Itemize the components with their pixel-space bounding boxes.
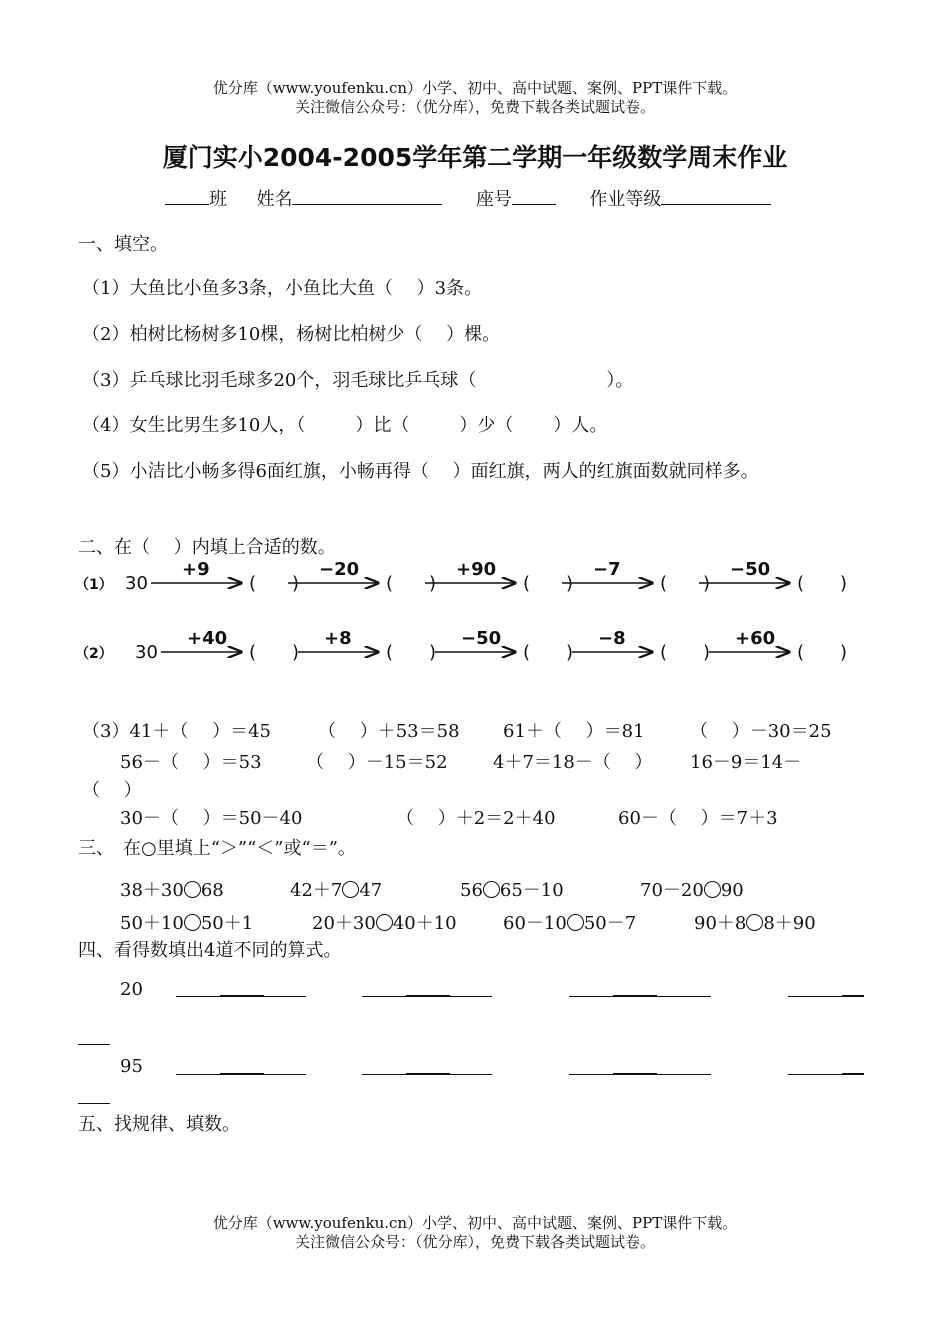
cmp-1-1: 38＋30 68 <box>120 880 224 901</box>
chain-operator: −50 <box>461 628 502 649</box>
compare-circle[interactable] <box>342 881 359 898</box>
eq-1-3: 61＋（ ）＝81 <box>503 721 645 742</box>
eq-2-2: （ ）－15＝52 <box>306 752 448 773</box>
answer-paren[interactable]: ( ) <box>386 573 437 594</box>
compare-circle[interactable] <box>376 914 393 931</box>
chain-operator: −50 <box>730 559 771 580</box>
answer-line-mark <box>220 995 264 997</box>
answer-line-mark <box>613 1073 657 1075</box>
eq-2-4: 16－9＝14－ <box>690 752 802 773</box>
eq-2-4-continued: （ ） <box>82 780 142 801</box>
name-blank[interactable] <box>292 186 442 205</box>
chain-operator: +40 <box>187 628 228 649</box>
chain-start-value: 30 <box>125 573 148 594</box>
answer-paren[interactable]: ( ) <box>523 642 574 663</box>
answer-line-mark <box>406 995 450 997</box>
chain-start-value: 30 <box>135 642 158 663</box>
eq-1-1: （3）41＋（ ）＝45 <box>82 721 271 742</box>
cmp-1-2: 42＋7 47 <box>290 880 383 901</box>
section-2-heading: 二、在（ ）内填上合适的数。 <box>78 537 336 558</box>
chain-operator: +9 <box>182 559 210 580</box>
compare-circle[interactable] <box>184 881 201 898</box>
chain-operator: +90 <box>456 559 497 580</box>
class-blank[interactable] <box>165 186 209 205</box>
seat-blank[interactable] <box>512 186 556 205</box>
chain-operator: −20 <box>319 559 360 580</box>
chain-operator: −8 <box>598 628 626 649</box>
chain-operator: +60 <box>735 628 776 649</box>
answer-line-mark <box>613 995 657 997</box>
s4-result-95: 95 <box>120 1056 143 1077</box>
answer-paren[interactable]: ( ) <box>797 573 848 594</box>
s2-q3-line1 <box>82 717 271 743</box>
cmp-1-3: 56 65－10 <box>460 880 564 901</box>
s4-result-20: 20 <box>120 979 143 1000</box>
row-label: （1） <box>75 577 113 593</box>
page-title: 厦门实小2004-2005学年第二学期一年级数学周末作业 <box>162 143 788 172</box>
cmp-1-4: 70－20 90 <box>640 880 744 901</box>
grade-blank[interactable] <box>661 186 771 205</box>
section-3-heading: 三、 在○里填上“＞”“＜”或“＝”。 <box>78 838 356 859</box>
section-4-heading: 四、看得数填出4道不同的算式。 <box>78 940 342 961</box>
answer-paren[interactable]: ( ) <box>660 573 711 594</box>
compare-circle[interactable] <box>184 914 201 931</box>
answer-paren[interactable]: ( ) <box>386 642 437 663</box>
footer-line-1: 优分库（www.youfenku.cn）小学、初中、高中试题、案例、PPT课件下载。 <box>212 1214 738 1232</box>
footer-line-2: 关注微信公众号：（优分库），免费下载各类试题试卷。 <box>294 1233 655 1251</box>
cmp-2-1: 50＋10 50＋1 <box>120 913 254 934</box>
s1-q3-part-a: （3）乒乓球比羽毛球多20个，羽毛球比乒乓球（ <box>82 370 477 391</box>
cmp-2-2: 20＋30 40＋10 <box>312 913 457 934</box>
eq-1-2: （ ）＋53＝58 <box>318 721 460 742</box>
eq-2-3: 4＋7＝18－（ ） <box>493 752 653 773</box>
answer-paren[interactable]: ( ) <box>797 642 848 663</box>
section-5-heading: 五、找规律、填数。 <box>78 1114 240 1135</box>
eq-3-1: 30－（ ）＝50－40 <box>120 808 303 829</box>
s1-q1: （1）大鱼比小鱼多3条，小鱼比大鱼（ ）3条。 <box>82 278 483 299</box>
cmp-2-4: 90＋8 8＋90 <box>694 913 816 934</box>
s1-q2: （2）柏树比杨树多10棵，杨树比柏树少（ ）棵。 <box>82 324 501 345</box>
eq-3-2: （ ）＋2＝2＋40 <box>396 808 556 829</box>
section-1-heading: 一、填空。 <box>78 234 168 255</box>
answer-line-wrap[interactable] <box>78 1103 110 1104</box>
compare-circle[interactable] <box>746 914 763 931</box>
chain-operator: −7 <box>593 559 621 580</box>
compare-circle[interactable] <box>704 881 721 898</box>
compare-circle[interactable] <box>567 914 584 931</box>
compare-circle[interactable] <box>483 881 500 898</box>
s1-q4-part-c: ）少（ <box>459 415 514 436</box>
s1-q3 <box>82 366 633 392</box>
answer-line-mark <box>406 1073 450 1075</box>
eq-3-3: 60－（ ）＝7＋3 <box>618 808 778 829</box>
s1-q4 <box>82 411 607 437</box>
name-label: 姓名 <box>256 189 293 210</box>
answer-paren[interactable]: ( ) <box>523 573 574 594</box>
answer-paren[interactable]: ( ) <box>249 642 300 663</box>
info-line <box>165 185 771 211</box>
row-label: （2） <box>75 646 113 662</box>
s1-q3-part-b: ）。 <box>606 370 634 391</box>
s1-q4-part-b: ）比（ <box>355 415 410 436</box>
eq-2-1: 56－（ ）＝53 <box>120 752 262 773</box>
answer-paren[interactable]: ( ) <box>660 642 711 663</box>
header-line-1: 优分库（www.youfenku.cn）小学、初中、高中试题、案例、PPT课件下载。 <box>212 79 738 97</box>
answer-line-mark <box>220 1073 264 1075</box>
header-line-2: 关注微信公众号：（优分库），免费下载各类试题试卷。 <box>294 98 655 116</box>
s1-q5: （5）小洁比小畅多得6面红旗，小畅再得（ ）面红旗，两人的红旗面数就同样多。 <box>82 461 759 482</box>
cmp-2-3: 60－10 50－7 <box>503 913 637 934</box>
eq-1-4: （ ）－30＝25 <box>690 721 832 742</box>
answer-line-mark <box>842 995 864 997</box>
grade-label: 作业等级 <box>589 189 662 210</box>
arrow-chain-diagram <box>75 555 848 675</box>
answer-line-wrap[interactable] <box>78 1044 110 1045</box>
answer-line-mark <box>842 1073 864 1075</box>
s1-q4-part-a: （4）女生比男生多10人，（ <box>82 415 306 436</box>
answer-paren[interactable]: ( ) <box>249 573 300 594</box>
class-label: 班 <box>209 189 227 210</box>
s1-q4-part-d: ）人。 <box>553 415 608 436</box>
seat-label: 座号 <box>475 189 512 210</box>
chain-operator: +8 <box>324 628 352 649</box>
